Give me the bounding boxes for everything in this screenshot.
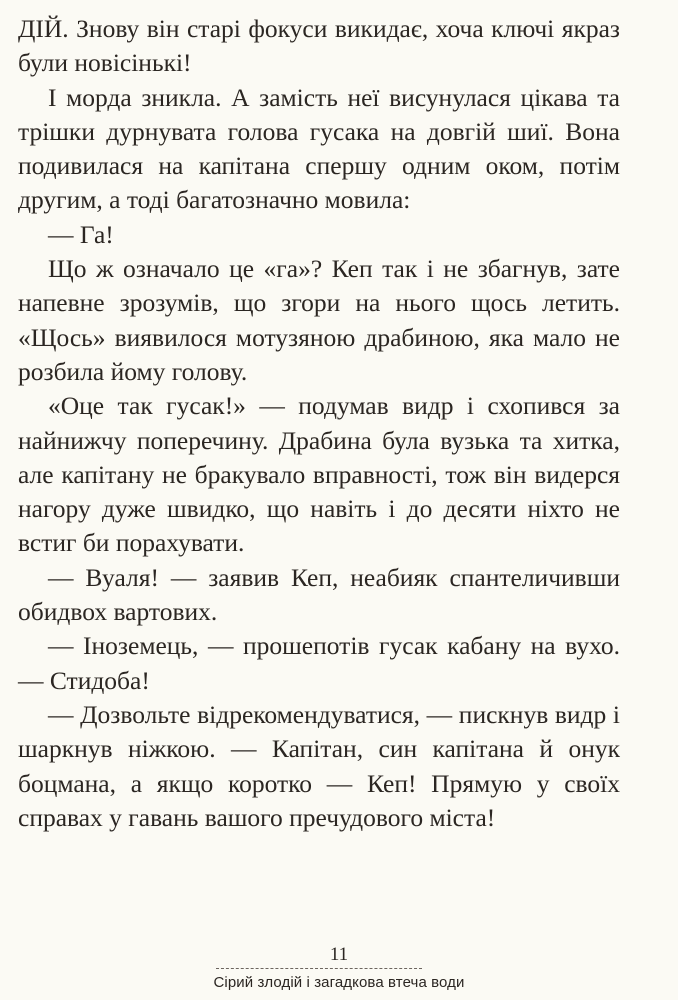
- paragraph-foreigner: — Іноземець, — прошепотів гусак кабану на вухо. — Стидоба!: [18, 631, 620, 695]
- page-number: 11: [329, 944, 349, 965]
- paragraph-voila: — Вуаля! — заявив Кеп, неабияк спантеличивши обидвох вартових.: [18, 562, 620, 627]
- paragraph-continuation: ДІЙ. Знову він старі фокуси викидає, хоча ключі якраз були новісінькі!: [18, 14, 620, 78]
- paragraph-ladder-falls: Що ж означало це «га»? Кеп так і не збагнув, зате напевне зрозумів, що згори на нього щось летить. «Щось» виявилося мотузяною драбиною, яка мало не розбила йому голову.: [18, 254, 620, 386]
- running-footer-book-title: Сірий злодій і загадкова втеча води: [213, 974, 465, 991]
- paragraph-dialogue-ga: — Га!: [48, 219, 114, 249]
- page-text: [18, 12, 620, 835]
- paragraph-introduction: — Дозвольте відрекомендуватися, — пискнув видр і шаркнув ніжкою. — Капітан, син капітана й онук боцмана, а якщо коротко — Кеп! Прямую у своїх справах у гавань вашого пречудового міста!: [18, 699, 620, 832]
- paragraph-climbing: «Оце так гусак!» — подумав видр і схопився за найнижчу поперечину. Драбина була вузька та хитка, але капітану не бракувало вправності, тож він видерся нагору дуже швидко, що навіть і до десяти ніхто не встиг би порахувати.: [18, 391, 620, 558]
- footer-divider: [216, 968, 422, 969]
- paragraph-goose-appears: І морда зникла. А замість неї висунулася цікава та трішки дурнувата голова гусака на довгій шиї. Вона подивилася на капітана спершу одним оком, потім другим, а тоді багатозначно мовила:: [18, 82, 620, 215]
